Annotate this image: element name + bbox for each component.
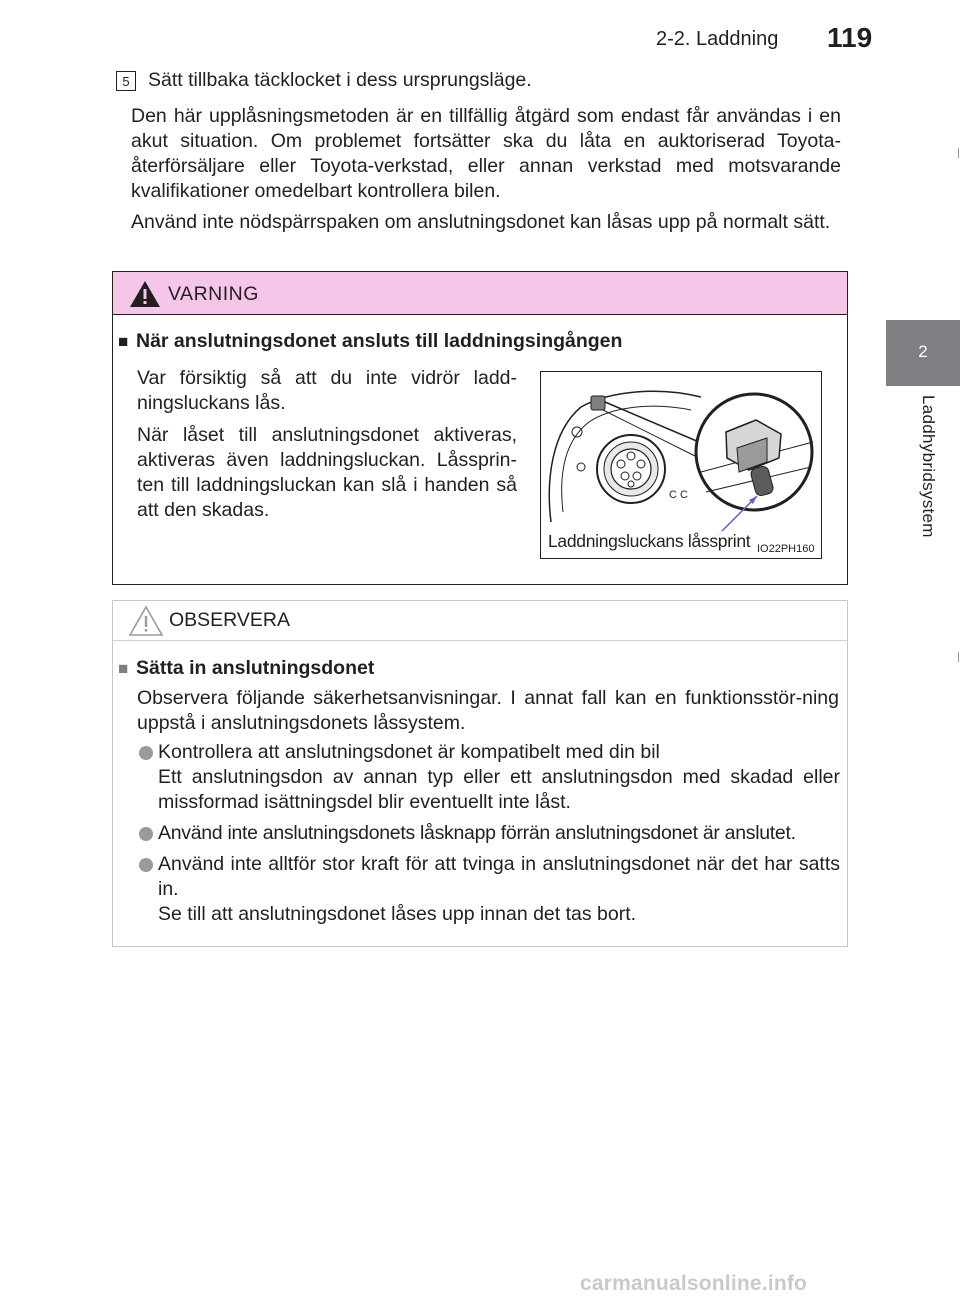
section-header: 2-2. Laddning — [656, 28, 779, 50]
warning-subheading: När anslutningsdonet ansluts till laddningsingången — [136, 330, 623, 352]
step-number: 5 — [116, 71, 136, 91]
warning-text: Var försiktig så att du inte vidrör ladd-ningsluckans lås. — [137, 367, 517, 414]
margin-tick — [958, 652, 959, 662]
list-item-line: Kontrollera att anslutningsdonet är kompatibelt med din bil — [158, 741, 660, 763]
round-bullet-icon — [139, 858, 153, 872]
list-item-line: Använd inte anslutningsdonets låsknapp förrän anslutningsdonet är anslutet. — [158, 822, 796, 844]
caution-triangle-icon — [128, 605, 164, 637]
step-text: Sätt tillbaka täcklocket i dess ursprungsläge. — [148, 69, 532, 91]
notice-subheading: Sätta in anslutningsdonet — [136, 657, 375, 679]
notice-title: OBSERVERA — [169, 609, 291, 631]
watermark[interactable]: carmanualsonline.info — [580, 1272, 808, 1295]
margin-tick — [958, 148, 959, 158]
warning-text: När låset till anslutningsdonet aktiveras, aktiveras även laddningsluckan. Låssprin-ten till laddningsluckan kan slå i handen så att den skadas. — [137, 424, 517, 521]
round-bullet-icon — [139, 746, 153, 760]
paragraph: Använd inte nödspärrspaken om anslutningsdonet kan låsas upp på normalt sätt. — [131, 211, 831, 233]
figure-code: IO22PH160 — [757, 543, 815, 555]
paragraph: Den här upplåsningsmetoden är en tillfällig åtgärd som endast får användas i en akut situation. Om problemet fortsätter ska du låta en auktoriserad Toyota-återförsäljare eller Toyota-verkstad, eller annan verkstad med motsvarande kvalifikationer omedelbart kontrollera bilen. — [131, 105, 841, 202]
list-item-line: Använd inte alltför stor kraft för att tvinga in anslutningsdonet när det har satts in. — [158, 853, 840, 900]
warning-triangle-icon — [128, 279, 162, 309]
list-item — [158, 852, 840, 927]
figure-caption: Laddningsluckans låssprint — [548, 531, 751, 551]
square-bullet-icon: ■ — [118, 659, 129, 678]
list-item-line: Ett anslutningsdon av annan typ eller ett anslutningsdon med skadad eller missformad isättningsdel blir eventuellt inte låst. — [158, 766, 840, 813]
square-bullet-icon: ■ — [118, 332, 129, 351]
round-bullet-icon — [139, 827, 153, 841]
notice-header-divider — [113, 640, 847, 641]
chapter-number: 2 — [918, 342, 928, 361]
list-item — [158, 740, 840, 815]
chapter-title: Laddhybridsystem — [919, 395, 938, 538]
warning-title: VARNING — [168, 283, 259, 305]
list-item-line: Se till att anslutningsdonet låses upp innan det tas bort. — [158, 903, 637, 925]
list-item — [158, 821, 840, 846]
notice-text: Observera följande säkerhetsanvisningar. I annat fall kan en funktionsstör-ning uppstå i anslutningsdonets låssystem. — [137, 687, 839, 734]
page-number: 119 — [827, 22, 873, 53]
svg-text:C C: C C — [669, 489, 688, 501]
